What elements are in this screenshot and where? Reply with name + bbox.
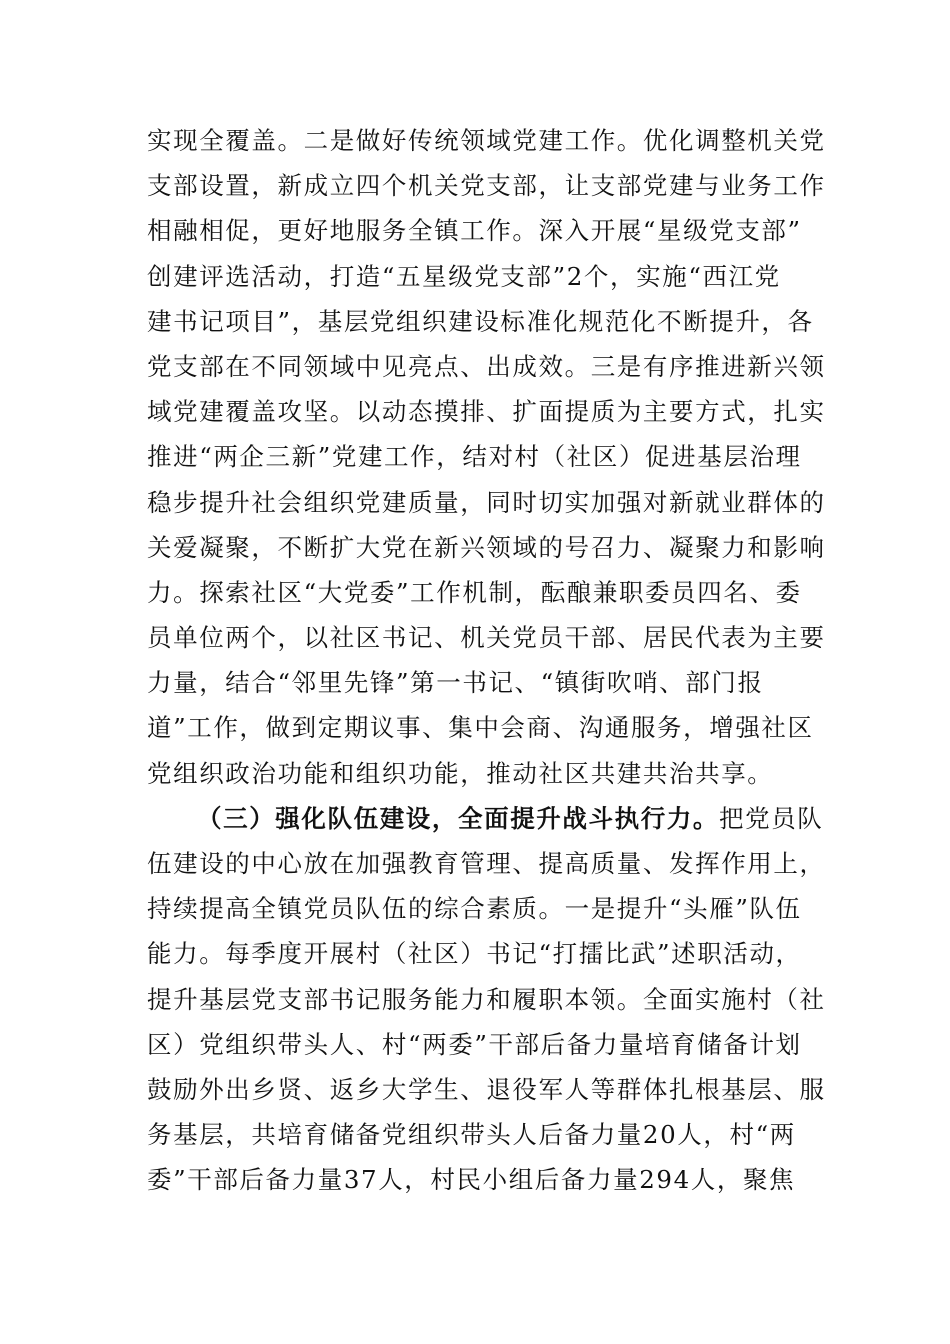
text-line: 相融相促，更好地服务全镇工作。深入开展“星级党支部”: [147, 216, 802, 246]
text-line: 推进“两企三新”党建工作，结对村（社区）促进基层治理: [147, 442, 802, 472]
text-line: 员单位两个，以社区书记、机关党员干部、居民代表为主要: [147, 623, 826, 653]
text-line: 党组织政治功能和组织功能，推动社区共建共治共享。: [147, 758, 774, 788]
text-line: 关爱凝聚，不断扩大党在新兴领域的号召力、凝聚力和影响: [147, 532, 826, 562]
text-line: 持续提高全镇党员队伍的综合素质。一是提升“头雁”队伍: [147, 894, 802, 924]
text-line: 支部设置，新成立四个机关党支部，让支部党建与业务工作: [147, 171, 826, 201]
paragraph-2: [147, 796, 826, 1203]
text-line: 建书记项目”，基层党组织建设标准化规范化不断提升，各: [147, 306, 814, 336]
text-line: 力。探索社区“大党委”工作机制，酝酿兼职委员四名、委: [147, 577, 802, 607]
text-line: 创建评选活动，打造“五星级党支部”2个，实施“西江党: [147, 261, 781, 291]
text-line: 区）党组织带头人、村“两委”干部后备力量培育储备计划: [147, 1029, 802, 1059]
text-line: 实现全覆盖。二是做好传统领域党建工作。优化调整机关党: [147, 126, 826, 155]
text-line: 伍建设的中心放在加强教育管理、提高质量、发挥作用上，: [147, 849, 826, 878]
text-line: 力量，结合“邻里先锋”第一书记、“镇街吹哨、部门报: [147, 668, 764, 698]
text-line: 道”工作，做到定期议事、集中会商、沟通服务，增强社区: [147, 713, 814, 743]
text-line: 党支部在不同领域中见亮点、出成效。三是有序推进新兴领: [147, 351, 826, 381]
paragraph-1: [147, 118, 826, 796]
section-heading: （三）强化队伍建设，全面提升战斗执行力。: [197, 803, 719, 833]
document-body: [147, 118, 826, 1203]
text-line: 提升基层党支部书记服务能力和履职本领。全面实施村（社: [147, 984, 826, 1014]
text-line: 能力。每季度开展村（社区）书记“打擂比武”述职活动，: [147, 939, 802, 969]
text-line: 稳步提升社会组织党建质量，同时切实加强对新就业群体的: [147, 487, 826, 517]
text-line: 务基层，共培育储备党组织带头人后备力量20人，村“两: [147, 1120, 796, 1150]
section-heading-continuation: 把党员队: [719, 803, 824, 833]
section-heading-line: [147, 796, 824, 841]
text-line: 鼓励外出乡贤、返乡大学生、退役军人等群体扎根基层、服: [147, 1074, 826, 1104]
text-line: 域党建覆盖攻坚。以动态摸排、扩面提质为主要方式，扎实: [147, 397, 826, 427]
text-line: 委”干部后备力量37人，村民小组后备力量294人，聚焦: [147, 1165, 796, 1195]
